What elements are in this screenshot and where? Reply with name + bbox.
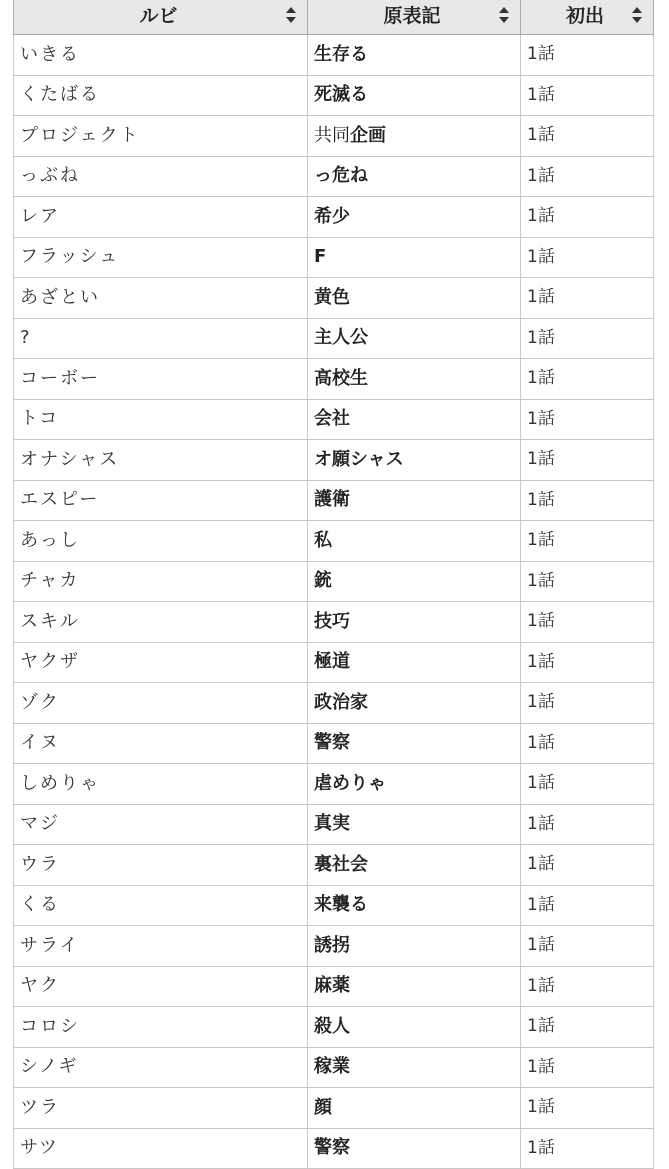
original-cell (308, 1088, 521, 1129)
original-bold-text: 警察 (314, 1137, 350, 1159)
original-cell (308, 1007, 521, 1048)
table-row (14, 642, 654, 683)
original-cell (308, 561, 521, 602)
ruby-cell: レア (14, 197, 308, 238)
first-appearance-cell: 1話 (521, 521, 654, 562)
original-bold-text: 護衛 (314, 489, 350, 511)
ruby-cell: ヤク (14, 966, 308, 1007)
original-cell (308, 926, 521, 967)
first-appearance-cell: 1話 (521, 804, 654, 845)
table-row (14, 359, 654, 400)
first-appearance-cell: 1話 (521, 1128, 654, 1169)
table-row (14, 1128, 654, 1169)
first-appearance-cell: 1話 (521, 561, 654, 602)
original-bold-text: 裏社会 (314, 853, 368, 875)
first-appearance-cell: 1話 (521, 278, 654, 319)
first-appearance-cell: 1話 (521, 1088, 654, 1129)
ruby-cell: スキル (14, 602, 308, 643)
original-bold-text: 死滅る (314, 84, 368, 106)
ruby-cell: ? (14, 318, 308, 359)
table-row (14, 318, 654, 359)
original-bold-text: 私 (314, 529, 332, 551)
original-bold-text: 警察 (314, 732, 350, 754)
column-header-label: 初出 (565, 5, 604, 27)
original-plain-text: 共同 (314, 124, 350, 146)
table-row (14, 602, 654, 643)
original-bold-text: 極道 (314, 651, 350, 673)
first-appearance-cell: 1話 (521, 318, 654, 359)
original-cell (308, 440, 521, 481)
first-appearance-cell: 1話 (521, 845, 654, 886)
ruby-cell: オナシャス (14, 440, 308, 481)
table-row (14, 197, 654, 238)
ruby-cell: トコ (14, 399, 308, 440)
original-bold-text: 来襲る (314, 894, 368, 916)
original-cell (308, 237, 521, 278)
original-cell (308, 75, 521, 116)
ruby-cell: しめりゃ (14, 764, 308, 805)
original-cell (308, 1047, 521, 1088)
first-appearance-cell: 1話 (521, 237, 654, 278)
original-bold-text: 生存る (314, 43, 368, 65)
original-bold-text: 銃 (314, 570, 332, 592)
table-row (14, 561, 654, 602)
table-row (14, 966, 654, 1007)
original-cell (308, 845, 521, 886)
ruby-cell: あざとい (14, 278, 308, 319)
ruby-cell: フラッシュ (14, 237, 308, 278)
original-cell (308, 642, 521, 683)
first-appearance-cell: 1話 (521, 197, 654, 238)
ruby-cell: サライ (14, 926, 308, 967)
first-appearance-cell: 1話 (521, 602, 654, 643)
ruby-cell: ヤクザ (14, 642, 308, 683)
ruby-cell: コーボー (14, 359, 308, 400)
column-header-label: ルビ (139, 5, 178, 27)
table-row (14, 237, 654, 278)
original-bold-text: 会社 (314, 408, 350, 430)
original-cell (308, 35, 521, 76)
ruby-cell: っぶね (14, 156, 308, 197)
column-header-first-appearance[interactable] (521, 0, 654, 35)
original-cell (308, 318, 521, 359)
table-row (14, 885, 654, 926)
ruby-cell: コロシ (14, 1007, 308, 1048)
ruby-cell: エスピー (14, 480, 308, 521)
original-bold-text: F (314, 246, 327, 268)
first-appearance-cell: 1話 (521, 359, 654, 400)
original-bold-text: 殺人 (314, 1015, 350, 1037)
original-cell (308, 197, 521, 238)
table-row (14, 156, 654, 197)
original-cell (308, 723, 521, 764)
original-cell (308, 521, 521, 562)
sort-icon[interactable] (631, 6, 643, 24)
ruby-cell: ゾク (14, 683, 308, 724)
table-row (14, 116, 654, 157)
table-row (14, 804, 654, 845)
ruby-cell: いきる (14, 35, 308, 76)
first-appearance-cell: 1話 (521, 35, 654, 76)
table-body (14, 35, 654, 1169)
ruby-cell: くる (14, 885, 308, 926)
first-appearance-cell: 1話 (521, 440, 654, 481)
ruby-cell: チャカ (14, 561, 308, 602)
table-row (14, 1047, 654, 1088)
table-header (14, 0, 654, 35)
table-row (14, 399, 654, 440)
original-bold-text: オ願シャス (314, 448, 404, 470)
original-cell (308, 885, 521, 926)
original-cell (308, 1128, 521, 1169)
first-appearance-cell: 1話 (521, 723, 654, 764)
table-row (14, 75, 654, 116)
ruby-cell: ツラ (14, 1088, 308, 1129)
table-row (14, 764, 654, 805)
table-row (14, 278, 654, 319)
first-appearance-cell: 1話 (521, 764, 654, 805)
table-row (14, 521, 654, 562)
first-appearance-cell: 1話 (521, 642, 654, 683)
table-row (14, 440, 654, 481)
ruby-cell: シノギ (14, 1047, 308, 1088)
first-appearance-cell: 1話 (521, 885, 654, 926)
table-row (14, 723, 654, 764)
original-cell (308, 156, 521, 197)
ruby-cell: イヌ (14, 723, 308, 764)
original-bold-text: っ危ね (314, 165, 368, 187)
first-appearance-cell: 1話 (521, 116, 654, 157)
original-bold-text: 企画 (350, 124, 386, 146)
first-appearance-cell: 1話 (521, 966, 654, 1007)
original-bold-text: 希少 (314, 205, 350, 227)
original-cell (308, 359, 521, 400)
first-appearance-cell: 1話 (521, 1047, 654, 1088)
original-bold-text: 主人公 (314, 327, 368, 349)
original-bold-text: 黄色 (314, 286, 350, 308)
first-appearance-cell: 1話 (521, 683, 654, 724)
original-cell (308, 764, 521, 805)
original-bold-text: 高校生 (314, 367, 368, 389)
original-bold-text: 真実 (314, 813, 350, 835)
ruby-cell: サツ (14, 1128, 308, 1169)
original-cell (308, 966, 521, 1007)
sort-icon[interactable] (285, 6, 297, 24)
original-cell (308, 683, 521, 724)
column-header-ruby[interactable] (14, 0, 308, 35)
first-appearance-cell: 1話 (521, 156, 654, 197)
column-header-label: 原表記 (383, 5, 441, 27)
original-bold-text: 顔 (314, 1096, 332, 1118)
original-cell (308, 116, 521, 157)
first-appearance-cell: 1話 (521, 1007, 654, 1048)
column-header-original[interactable] (308, 0, 521, 35)
ruby-cell: マジ (14, 804, 308, 845)
original-bold-text: 稼業 (314, 1056, 350, 1078)
first-appearance-cell: 1話 (521, 399, 654, 440)
original-bold-text: 麻薬 (314, 975, 350, 997)
original-cell (308, 278, 521, 319)
ruby-cell: くたばる (14, 75, 308, 116)
table-row (14, 845, 654, 886)
original-cell (308, 804, 521, 845)
table-row (14, 480, 654, 521)
original-bold-text: 誘拐 (314, 934, 350, 956)
table-row (14, 683, 654, 724)
ruby-table (13, 0, 654, 1169)
original-bold-text: 技巧 (314, 610, 350, 632)
ruby-cell: ウラ (14, 845, 308, 886)
original-cell (308, 399, 521, 440)
original-cell (308, 480, 521, 521)
ruby-cell: プロジェクト (14, 116, 308, 157)
ruby-cell: あっし (14, 521, 308, 562)
original-bold-text: 政治家 (314, 691, 368, 713)
original-cell (308, 602, 521, 643)
first-appearance-cell: 1話 (521, 480, 654, 521)
first-appearance-cell: 1話 (521, 75, 654, 116)
table-row (14, 35, 654, 76)
first-appearance-cell: 1話 (521, 926, 654, 967)
table-row (14, 926, 654, 967)
header-row (14, 0, 654, 35)
sort-icon[interactable] (498, 6, 510, 24)
table-row (14, 1007, 654, 1048)
original-bold-text: 虐めりゃ (314, 772, 386, 794)
table-row (14, 1088, 654, 1129)
